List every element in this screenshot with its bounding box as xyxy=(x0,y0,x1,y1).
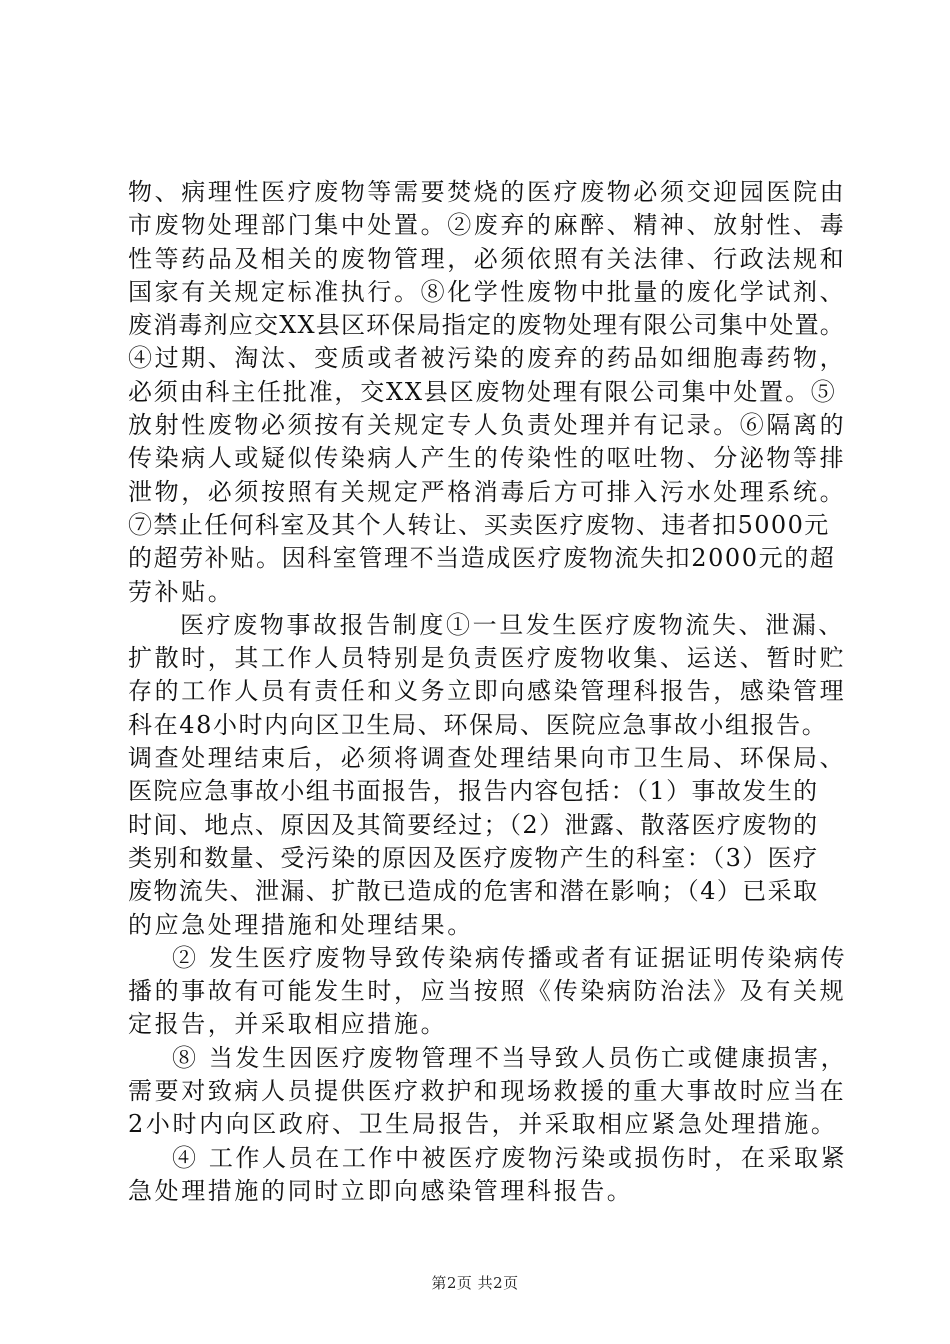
paragraph-start: ⑧ 当发生因医疗废物管理不当导致人员伤亡或健康损害， xyxy=(172,1043,848,1072)
text-line: 定报告，并采取相应措施。 xyxy=(128,1010,448,1039)
text-line: 扩散时，其工作人员特别是负责医疗废物收集、运送、暂时贮 xyxy=(128,644,847,673)
text-line: 必须由科主任批准，交XX县区废物处理有限公司集中处置。⑤ xyxy=(128,377,837,406)
page-footer: 第2页 共2页 xyxy=(431,1274,519,1292)
paragraph-start: ④ 工作人员在工作中被医疗废物污染或损伤时，在采取紧 xyxy=(172,1143,848,1172)
text-line: 医院应急事故小组书面报告，报告内容包括：（1）事故发生的 xyxy=(128,777,819,806)
text-line: 2小时内向区政府、卫生局报告，并采取相应紧急处理措施。 xyxy=(128,1110,838,1139)
text-line: 时间、地点、原因及其简要经过；（2）泄露、散落医疗废物的 xyxy=(128,810,819,839)
text-line: 物、病理性医疗废物等需要焚烧的医疗废物必须交迎园医院由 xyxy=(128,178,847,206)
text-line: 放射性废物必须按有关规定专人负责处理并有记录。⑥隔离的 xyxy=(128,411,847,440)
text-line: 的应急处理措施和处理结果。 xyxy=(128,910,474,939)
text-line: ④过期、淘汰、变质或者被污染的废弃的药品如细胞毒药物， xyxy=(128,344,847,373)
text-line: 泄物，必须按照有关规定严格消毒后方可排入污水处理系统。 xyxy=(128,477,847,506)
paragraph-start: 医疗废物事故报告制度①一旦发生医疗废物流失、泄漏、 xyxy=(180,610,845,639)
text-line: 性等药品及相关的废物管理，必须依照有关法律、行政法规和 xyxy=(128,244,847,273)
text-line: 的超劳补贴。因科室管理不当造成医疗废物流失扣2000元的超 xyxy=(128,544,836,573)
text-line: 劳补贴。 xyxy=(128,577,235,606)
text-line: 废消毒剂应交XX县区环保局指定的废物处理有限公司集中处置。 xyxy=(128,311,845,340)
text-line: 传染病人或疑似传染病人产生的传染性的呕吐物、分泌物等排 xyxy=(128,444,847,473)
document-body xyxy=(128,176,848,1208)
text-line: 类别和数量、受污染的原因及医疗废物产生的科室：（3）医疗 xyxy=(128,843,819,872)
text-line: 调查处理结束后，必须将调查处理结果向市卫生局、环保局、 xyxy=(128,744,847,773)
text-line: 市废物处理部门集中处置。②废弃的麻醉、精神、放射性、毒 xyxy=(128,211,847,240)
text-line: 科在48小时内向区卫生局、环保局、医院应急事故小组报告。 xyxy=(128,710,828,739)
text-line: 急处理措施的同时立即向感染管理科报告。 xyxy=(128,1176,634,1205)
paragraph-start: ② 发生医疗废物导致传染病传播或者有证据证明传染病传 xyxy=(172,943,848,972)
text-line: ⑦禁止任何科室及其个人转让、买卖医疗废物、违者扣5000元 xyxy=(128,510,830,539)
text-line: 存的工作人员有责任和义务立即向感染管理科报告，感染管理 xyxy=(128,677,847,706)
text-line: 播的事故有可能发生时，应当按照《传染病防治法》及有关规 xyxy=(128,977,847,1006)
text-line: 需要对致病人员提供医疗救护和现场救援的重大事故时应当在 xyxy=(128,1077,847,1106)
text-line: 废物流失、泄漏、扩散已造成的危害和潜在影响；（4）已采取 xyxy=(128,877,819,906)
text-line: 国家有关规定标准执行。⑧化学性废物中批量的废化学试剂、 xyxy=(128,277,847,306)
